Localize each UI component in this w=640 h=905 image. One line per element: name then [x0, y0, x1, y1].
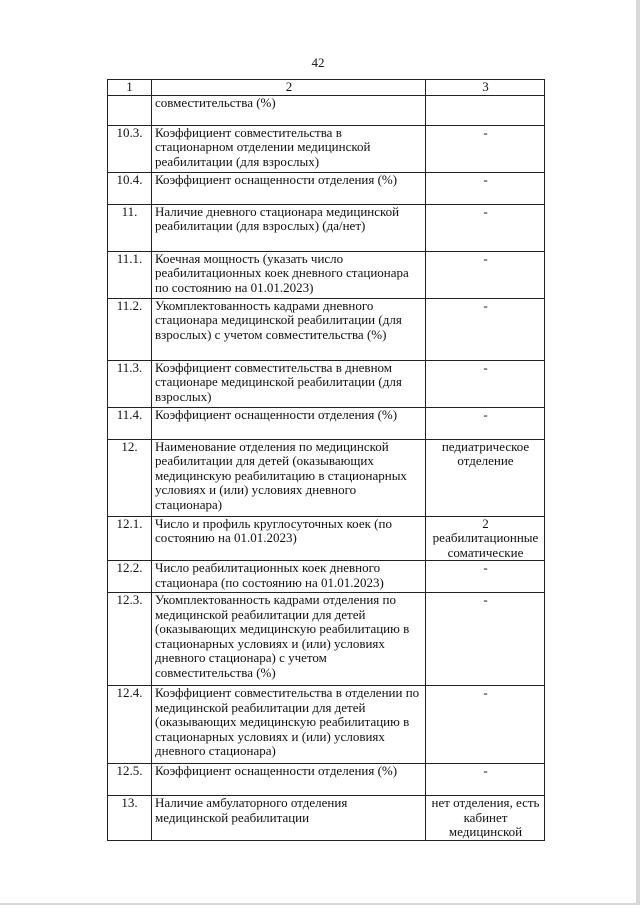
table-row [108, 516, 545, 561]
row-name-cell: Коэффициент совместительства в отделении по медицинской реабилитации для детей (оказывающих медицинскую реабилитацию в стационарных условиях и (или) условиях дневного стационара) [152, 686, 426, 764]
header-cell-number: 1 [108, 80, 152, 96]
row-value-cell: - [426, 251, 545, 298]
row-value-cell: - [426, 360, 545, 407]
table-row [108, 561, 545, 593]
row-value-cell [426, 95, 545, 125]
row-value-cell: педиатрическое отделение [426, 439, 545, 516]
table-row [108, 125, 545, 172]
row-name-cell: Коэффициент совместительства в дневном стационаре медицинской реабилитации (для взрослых) [152, 360, 426, 407]
row-value-cell: - [426, 298, 545, 360]
header-cell-value: 3 [426, 80, 545, 96]
row-value-cell: - [426, 561, 545, 593]
row-name-cell: Коэффициент оснащенности отделения (%) [152, 764, 426, 796]
table-row [108, 298, 545, 360]
row-value-cell: 2 реабилитационные соматические [426, 516, 545, 561]
row-value-cell: - [426, 172, 545, 204]
row-number-cell: 12.2. [108, 561, 152, 593]
row-number-cell: 12.5. [108, 764, 152, 796]
row-name-cell: Укомплектованность кадрами отделения по медицинской реабилитации для детей (оказывающих медицинскую реабилитацию в стационарных условиях и (или) условиях дневного стационара) с учетом совместительства (%) [152, 593, 426, 686]
row-number-cell: 12.1. [108, 516, 152, 561]
row-value-cell: - [426, 204, 545, 251]
row-number-cell [108, 95, 152, 125]
table-header-row [108, 80, 545, 96]
row-value-cell: - [426, 593, 545, 686]
row-number-cell: 11.2. [108, 298, 152, 360]
row-number-cell: 12.3. [108, 593, 152, 686]
row-name-cell: Коэффициент совместительства в стационарном отделении медицинской реабилитации (для взрослых) [152, 125, 426, 172]
row-value-cell: - [426, 764, 545, 796]
row-name-cell: Число и профиль круглосуточных коек (по состоянию на 01.01.2023) [152, 516, 426, 561]
row-number-cell: 13. [108, 796, 152, 841]
row-name-cell: совместительства (%) [152, 95, 426, 125]
row-number-cell: 12.4. [108, 686, 152, 764]
table-row [108, 204, 545, 251]
header-cell-name: 2 [152, 80, 426, 96]
row-name-cell: Наличие дневного стационара медицинской реабилитации (для взрослых) (да/нет) [152, 204, 426, 251]
table-row [108, 95, 545, 125]
table-row [108, 796, 545, 841]
table-row [108, 251, 545, 298]
row-name-cell: Коэффициент оснащенности отделения (%) [152, 172, 426, 204]
row-number-cell: 10.4. [108, 172, 152, 204]
row-number-cell: 11. [108, 204, 152, 251]
row-value-cell: - [426, 125, 545, 172]
row-number-cell: 11.4. [108, 407, 152, 439]
table-row [108, 407, 545, 439]
row-name-cell: Укомплектованность кадрами дневного стационара медицинской реабилитации (для взрослых) с учетом совместительства (%) [152, 298, 426, 360]
row-number-cell: 11.3. [108, 360, 152, 407]
row-number-cell: 10.3. [108, 125, 152, 172]
table-row [108, 172, 545, 204]
page-number: 42 [311, 55, 325, 70]
row-name-cell: Число реабилитационных коек дневного стационара (по состоянию на 01.01.2023) [152, 561, 426, 593]
row-name-cell: Коэффициент оснащенности отделения (%) [152, 407, 426, 439]
row-name-cell: Коечная мощность (указать число реабилитационных коек дневного стационара по состоянию на 01.01.2023) [152, 251, 426, 298]
row-value-cell: - [426, 407, 545, 439]
table-row [108, 439, 545, 516]
row-number-cell: 11.1. [108, 251, 152, 298]
row-number-cell: 12. [108, 439, 152, 516]
row-name-cell: Наличие амбулаторного отделения медицинской реабилитации [152, 796, 426, 841]
table-row [108, 593, 545, 686]
data-table [107, 79, 545, 841]
row-value-cell: - [426, 686, 545, 764]
table-row [108, 764, 545, 796]
row-name-cell: Наименование отделения по медицинской реабилитации для детей (оказывающих медицинскую реабилитацию в стационарных условиях и (или) условиях дневного стационара) [152, 439, 426, 516]
table-row [108, 360, 545, 407]
table-row [108, 686, 545, 764]
row-value-cell: нет отделения, есть кабинет медицинской [426, 796, 545, 841]
